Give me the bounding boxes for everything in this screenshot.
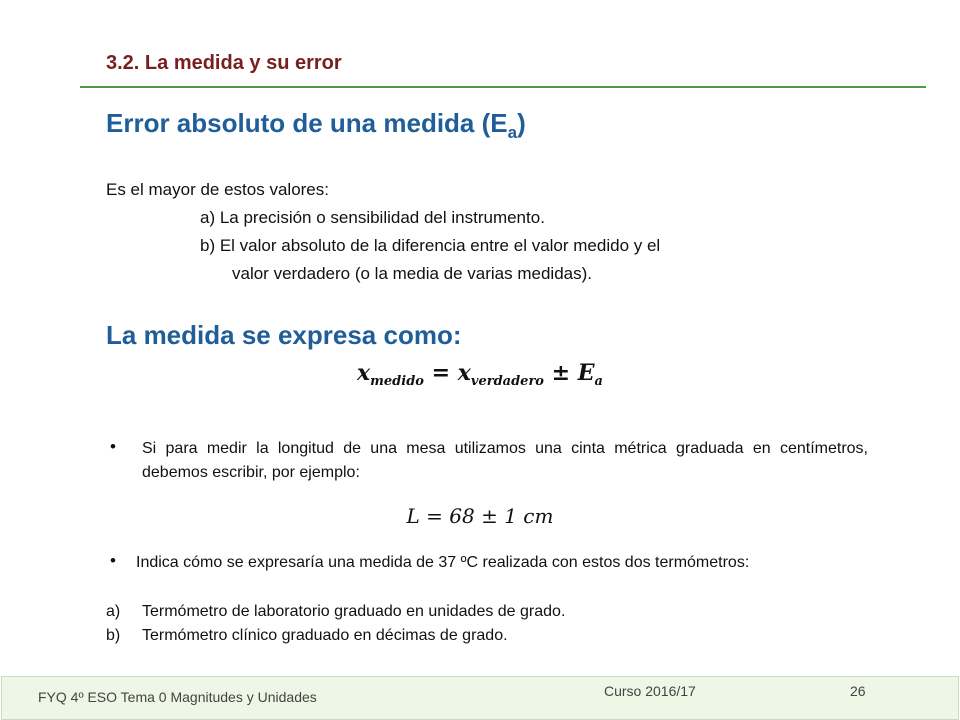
formula-rhs-sub: verdadero xyxy=(470,374,544,389)
header-divider xyxy=(80,86,926,88)
formula-err-sub: a xyxy=(594,374,603,389)
example-formula: L = 68 ± 1 cm xyxy=(406,504,554,528)
option-a-text: Termómetro de laboratorio graduado en unidades de grado. xyxy=(142,603,566,620)
option-b-marker: b) xyxy=(106,627,121,644)
footer-course-info: FYQ 4º ESO Tema 0 Magnitudes y Unidades xyxy=(38,689,317,705)
formula-lhs-sub: medido xyxy=(370,374,424,389)
page-number: 26 xyxy=(850,683,866,699)
heading-subscript: a xyxy=(507,123,518,142)
heading-absolute-error xyxy=(106,108,526,143)
exercise-paragraph: Indica cómo se expresaría una medida de 37 ºC realizada con estos dos termómetros: xyxy=(136,554,750,571)
criterion-b-line2: valor verdadero (o la media de varias medidas). xyxy=(232,264,593,283)
heading-expression: La medida se expresa como: xyxy=(106,320,462,350)
option-a-marker: a) xyxy=(106,603,121,620)
formula-pm: ± xyxy=(551,360,571,386)
formula-rhs: x xyxy=(457,360,471,386)
bullet-marker: • xyxy=(110,437,116,456)
heading-closing: ) xyxy=(517,108,526,138)
formula-err: E xyxy=(577,360,595,386)
formula-equals: = xyxy=(431,360,451,386)
option-b-text: Termómetro clínico graduado en décimas de grado. xyxy=(142,627,508,644)
footer-year: Curso 2016/17 xyxy=(604,683,696,699)
heading-absolute-error-text: Error absoluto de una medida (E xyxy=(106,108,508,138)
criterion-a: a) La precisión o sensibilidad del instrumento. xyxy=(200,208,545,227)
example-paragraph: Si para medir la longitud de una mesa utilizamos una cinta métrica graduada en centímetros, debemos escribir, por ejemplo: xyxy=(142,440,868,481)
formula-lhs: x xyxy=(357,360,371,386)
intro-text: Es el mayor de estos valores: xyxy=(106,180,329,199)
bullet-marker: • xyxy=(110,551,116,570)
section-title: 3.2. La medida y su error xyxy=(106,52,342,74)
general-formula xyxy=(0,360,960,389)
criterion-b-line1: b) El valor absoluto de la diferencia entre el valor medido y el xyxy=(200,236,661,255)
